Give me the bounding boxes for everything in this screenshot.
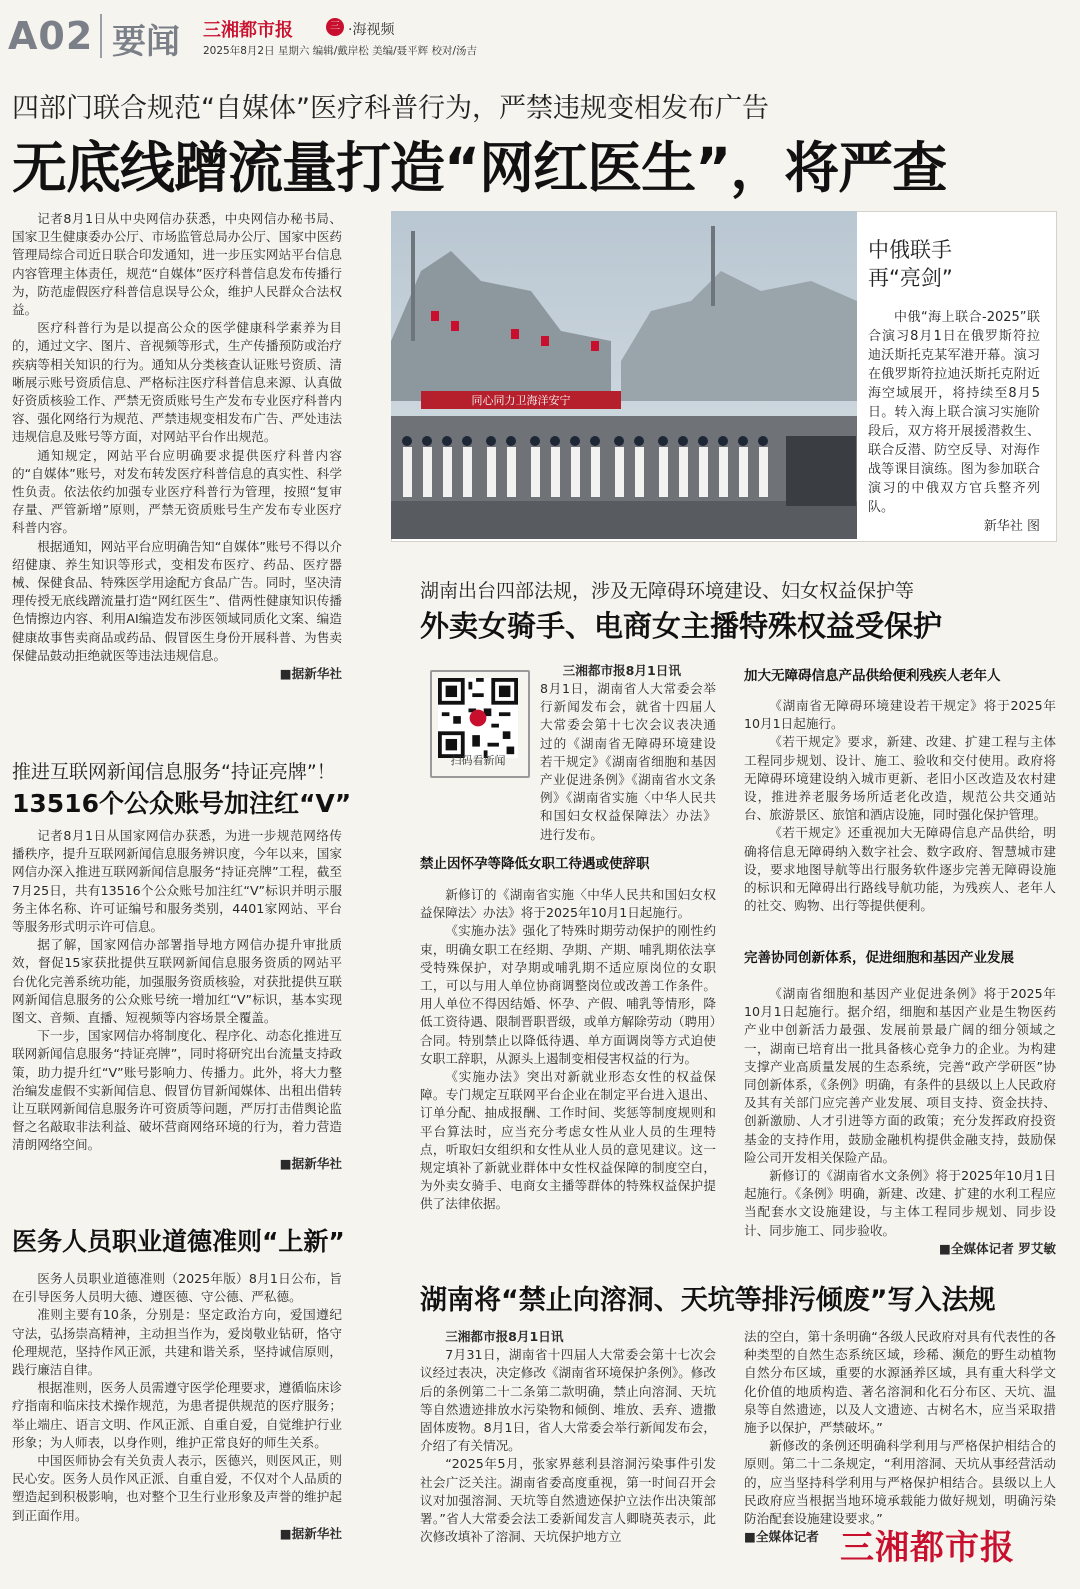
article4-para: 新修订的《湖南省实施〈中华人民共和国妇女权益保障法〉办法》将于2025年10月1日起施行。 [420,887,716,921]
qr-label: 扫码看新闻 [450,754,506,767]
article2-headline: 13516个公众账号加注红“V” [12,789,352,818]
brand-logo: 三湘都市报 [203,20,293,41]
article3-source: ■据新华社 [279,1525,342,1541]
article2-para: 下一步，国家网信办将制度化、程序化、动态化推进互联网新闻信息服务“持证亮牌”，同时将研究出台流量支持政策，助力提升红“V”账号影响力、传播力。此外，将大力整治编发虚假不实新闻信息、假冒仿冒新闻媒体、出租出借转让互联网新闻信息服务许可资质等问题，严厉打击借舆论监督之名敲取非法利益、破坏营商网络环境的行为，着力营造清朗网络空间。 [12,1028,342,1153]
article5-para: 7月31日，湖南省十四届人大常委会第十七次会议经过表决，决定修改《湖南省环境保护条例》。修改后的条例第二十二条第二款明确，禁止向溶洞、天坑等自然遗迹排放水污染物和倾倒、堆放、丢弃、遗撒固体废物。8月1日，省人大常委会举行新闻发布会，介绍了有关情况。 [420,1347,716,1454]
article4-para: 《实施办法》强化了特殊时期劳动保护的刚性约束，明确女职工在经期、孕期、产期、哺乳期依法享受特殊保护，对孕期或哺乳期不适应原岗位的女职工，可以与用人单位协商调整岗位或改善工作条件。用人单位不得因结婚、怀孕、产假、哺乳等情形，降低工资待遇、限制晋职晋级，或单方解除劳动（聘用）合同。特别禁止以降低待遇、单方面调岗等方式迫使女职工辞职，从源头上遏制变相侵害权益的行为。 [420,923,716,1066]
article4-para: 《若干规定》还重视加大无障碍信息产品供给，明确将信息无障碍纳入数字社会、数字政府、智慧城市建设，要求地图导航等出行服务软件逐步完善无障碍设施的标识和无障碍出行路线导航功能，为残疾人、老年人的社交、购物、出行等提供便利。 [744,825,1056,914]
lead-article-body [12,210,342,683]
article4-lead [540,662,716,680]
article3-headline: 医务人员职业道德准则“上新” [12,1227,345,1256]
article4-kicker: 湖南出台四部法规，涉及无障碍环境建设、妇女权益保护等 [420,580,915,602]
lead-para: 记者8月1日从中央网信办获悉，中央网信办秘书局、国家卫生健康委办公厅、市场监管总局办公厅、国家中医药管理局综合司近日联合印发通知，进一步压实网站平台信息内容管理主体责任，规范“自媒体”医疗科普信息发布传播行为，防范虚假医疗科普信息误导公众，维护人民群众合法权益。 [12,211,342,318]
masthead-meta: 2025年8月2日 星期六 编辑/戴岸松 美编/聂平辉 校对/汤吉 [203,45,478,57]
article5-para: 新修改的条例还明确科学利用与严格保护相结合的原则。第二十二条规定，“利用溶洞、天坑从事经营活动的，应当坚持科学利用与严格保护相结合。县级以上人民政府应当根据当地环境承载能力做好规划，明确污染防治配套设施建设要求。” [744,1438,1056,1527]
article4-lead-body [420,680,716,844]
article2-para: 据了解，国家网信办部署指导地方网信办提升审批质效，督促15家获批提供互联网新闻信息服务资质的网站平台优化完善系统功能，加强服务资质核验，对获批提供互联网新闻信息服务的公众账号统一增加红“V”标识，基本实现图文、音频、直播、短视频等内容场景全覆盖。 [12,937,342,1026]
brand-sub: ·海视频 [348,22,395,38]
article3-body [12,1270,342,1543]
article4-sub2-body [744,697,1056,915]
lead-para: 通知规定，网站平台应明确要求提供医疗科普内容的“自媒体”账号，对发布转发医疗科普信息的真实性、科学性负责。依法依约加强专业医疗科普行为管理，按照“复审存量、严管新增”原则，严禁无资质账号生产发布专业医疗科普内容。 [12,447,342,536]
article2-source: ■据新华社 [279,1155,342,1171]
lead-para: 根据通知，网站平台应明确告知“自媒体”账号不得以介绍健康、养生知识等形式，变相发布医疗、药品、医疗器械、保健食品、特殊医学用途配方食品广告。同时，坚决清理传授无底线蹭流量打造“网红医生”、借两性健康知识传播色情擦边内容、利用AI编造发布涉医领域同质化文案、编造健康故事售卖商品或药品、假冒医生身份开展科普、为售卖保健品鼓动拒绝就医等违法违规信息。 [12,538,342,663]
lead-headline: 无底线蹭流量打造“网红医生”，将严查 [12,136,947,200]
photo-credit: 新华社 图 [983,519,1040,534]
article4-para: 8月1日，湖南省人大常委会举行新闻发布会，就省十四届人大常委会第十七次会议表决通过的《湖南省无障碍环境建设若干规定》《湖南省细胞和基因产业促进条例》《湖南省水文条例》《湖南省实施〈中华人民共和国妇女权益保障法〉办法》进行发布。 [540,681,716,842]
article4-byline: ■全媒体记者 罗艾敏 [938,1240,1056,1256]
article4-para: 新修订的《湖南省水文条例》将于2025年10月1日起施行。《条例》明确，新建、改建、扩建的水利工程应当配套水文设施建设，与主体工程同步规划、同步设计、同步施工、同步验收。 [744,1168,1056,1238]
article4-para: 《湖南省细胞和基因产业促进条例》将于2025年10月1日起施行。据介绍，细胞和基因产业是生物医药产业中创新活力最强、发展前景最广阔的细分领域之一，湖南已培育出一批具备核心竞争力的企业。为构建支撑产业高质量发展的生态系统，完善“政产学研医”协同创新体系，《条例》明确，有条件的县级以上人民政府及其有关部门应完善产业发展、项目支持、资金扶持、创新激励、人才引进等方面的政策；充分发挥政府投资基金的支持作用，鼓励金融机构提供金融支持，鼓励保险公司开发相关保险产品。 [744,986,1056,1165]
lead-para: 医疗科普行为是以提高公众的医学健康科学素养为目的，通过文字、图片、音视频等形式，生产传播预防或治疗疾病等相关知识的行为。通知从分类核查认证账号资质、清晰展示账号资质信息、严格标注医疗科普信息来源、认真做好资质核验工作、严禁无资质账号生产发布专业医疗科普内容、强化网络行为规范、严禁违规变相发布广告、严处违法违规信息及账号等方面，对网站平台作出规范。 [12,320,342,445]
article5-headline: 湖南将“禁止向溶洞、天坑等排污倾废”写入法规 [420,1285,996,1316]
lead-source: ■据新华社 [279,666,342,682]
article2-body [12,827,342,1173]
article5-dateline: 三湘都市报8月1日讯 [445,1329,564,1344]
navy-ceremony-photo [391,211,857,539]
article4-sub2: 加大无障碍信息产品供给便利残疾人老年人 [744,668,1001,684]
article5-col2 [744,1328,1056,1546]
article4-para: 《实施办法》突出对新就业形态女性的权益保障。专门规定互联网平台企业在制定平台进入退出、订单分配、抽成报酬、工作时间、奖惩等制度规则和平台算法时，应当充分考虑女性从业人员的生理特点，听取妇女组织和女性从业人员的意见建议。这一规定填补了新就业群体中女性权益保障的制度空白，为外卖女骑手、电商女主播等群体的特殊权益保护提供了法律依据。 [420,1069,716,1212]
article4-dateline: 三湘都市报8月1日讯 [562,663,681,678]
article5-para: 法的空白，第十条明确“各级人民政府对具有代表性的各种类型的自然生态系统区域，珍稀、濒危的野生动植物自然分布区域，重要的水源涵养区域，具有重大科学文化价值的地质构造、著名溶洞和化石分布区、天坑、温泉等自然遗迹，以及人文遗迹、古树名木，应当采取措施予以保护，严禁破坏。” [744,1329,1056,1436]
article4-sub3: 完善协同创新体系，促进细胞和基因产业发展 [744,950,1014,966]
lead-kicker: 四部门联合规范“自媒体”医疗科普行为，严禁违规变相发布广告 [12,93,769,124]
article2-kicker: 推进互联网新闻信息服务“持证亮牌”！ [12,761,336,783]
article3-para: 准则主要有10条，分别是：坚定政治方向，爱国遵纪守法，弘扬崇高精神，主动担当作为，爱岗敬业钻研，恪守伦理规范，坚持作风正派，共建和谐关系，坚持诚信原则，践行廉洁自律。 [12,1307,342,1378]
page-number: A02 [8,14,94,58]
section-title: 要闻 [112,22,180,62]
article3-para: 根据准则，医务人员需遵守医学伦理要求，遵循临床诊疗指南和临床技术操作规范，为患者提供规范的医疗服务；举止端庄、语言文明、作风正派、自重自爱，自觉维护行业形象；为人师表，以身作则，维护正常良好的师生关系。 [12,1380,342,1450]
article3-para: 中国医师协会有关负责人表示，医德兴，则医风正，则民心安。医务人员作风正派、自重自爱，不仅对个人品质的塑造起到积极影响，也对整个卫生行业形象及声誉的维护起到正面作用。 [12,1453,342,1523]
article4-para: 《若干规定》要求，新建、改建、扩建工程与主体工程同步规划、设计、施工、验收和交付使用。政府将无障碍环境建设纳入城市更新、老旧小区改造及农村建设，推进养老服务场所适老化改造，规范公共交通站台、旅游景区、旅馆和酒店设施，同时强化保护管理。 [744,734,1056,823]
article4-sub1-body [420,886,716,1214]
photo-caption [868,308,1040,536]
article4-headline: 外卖女骑手、电商女主播特殊权益受保护 [420,609,943,643]
photo-title-line: 再“亮剑” [868,266,953,290]
article5-col1 [420,1328,716,1546]
article2-para: 记者8月1日从国家网信办获悉，为进一步规范网络传播秩序，提升互联网新闻信息服务辨识度，今年以来，国家网信办深入推进互联网新闻信息服务“持证亮牌”工程，截至7月25日，共有13516个公众账号加注红“V”标识并明示服务主体名称、许可证编号和服务类别，4401家网站、平台等服务形式明示许可信息。 [12,828,342,935]
article4-sub3-body [744,985,1056,1258]
article5-para: “2025年5月，张家界慈利县溶洞污染事件引发社会广泛关注。湖南省委高度重视，第一时间召开会议对加强溶洞、天坑等自然遗迹保护立法作出决策部署。”省人大常委会法工委新闻发言人卿晓英表示，此次修改填补了溶洞、天坑保护地方立 [420,1456,716,1545]
article4-sub1: 禁止因怀孕等降低女职工待遇或使辞职 [420,856,650,872]
article4-para: 《湖南省无障碍环境建设若干规定》将于2025年10月1日起施行。 [744,698,1056,732]
photo-title [868,236,953,292]
photo-banner: 同心同力卫海洋安宁 [471,394,571,407]
footer-brand-logo: 三湘都市报 [840,1528,1015,1568]
brand-badge-icon: 三 [326,18,344,36]
photo-caption-text: 中俄“海上联合-2025”联合演习8月1日在俄罗斯符拉迪沃斯托克某军港开幕。演习在俄罗斯符拉迪沃斯托克附近海空域展开，将持续至8月5日。转入海上联合演习实施阶段后，双方将开展援潜救生、联合反潜、防空反导、对海作战等课目演练。图为参加联合演习的中俄双方官兵整齐列队。 [868,310,1040,515]
article3-para: 医务人员职业道德准则（2025年版）8月1日公布，旨在引导医务人员明大德、遵医德、守公德、严私德。 [12,1271,342,1305]
photo-title-line: 中俄联手 [868,238,952,262]
masthead-divider [100,14,102,58]
article5-byline: ■全媒体记者 [744,1529,819,1545]
